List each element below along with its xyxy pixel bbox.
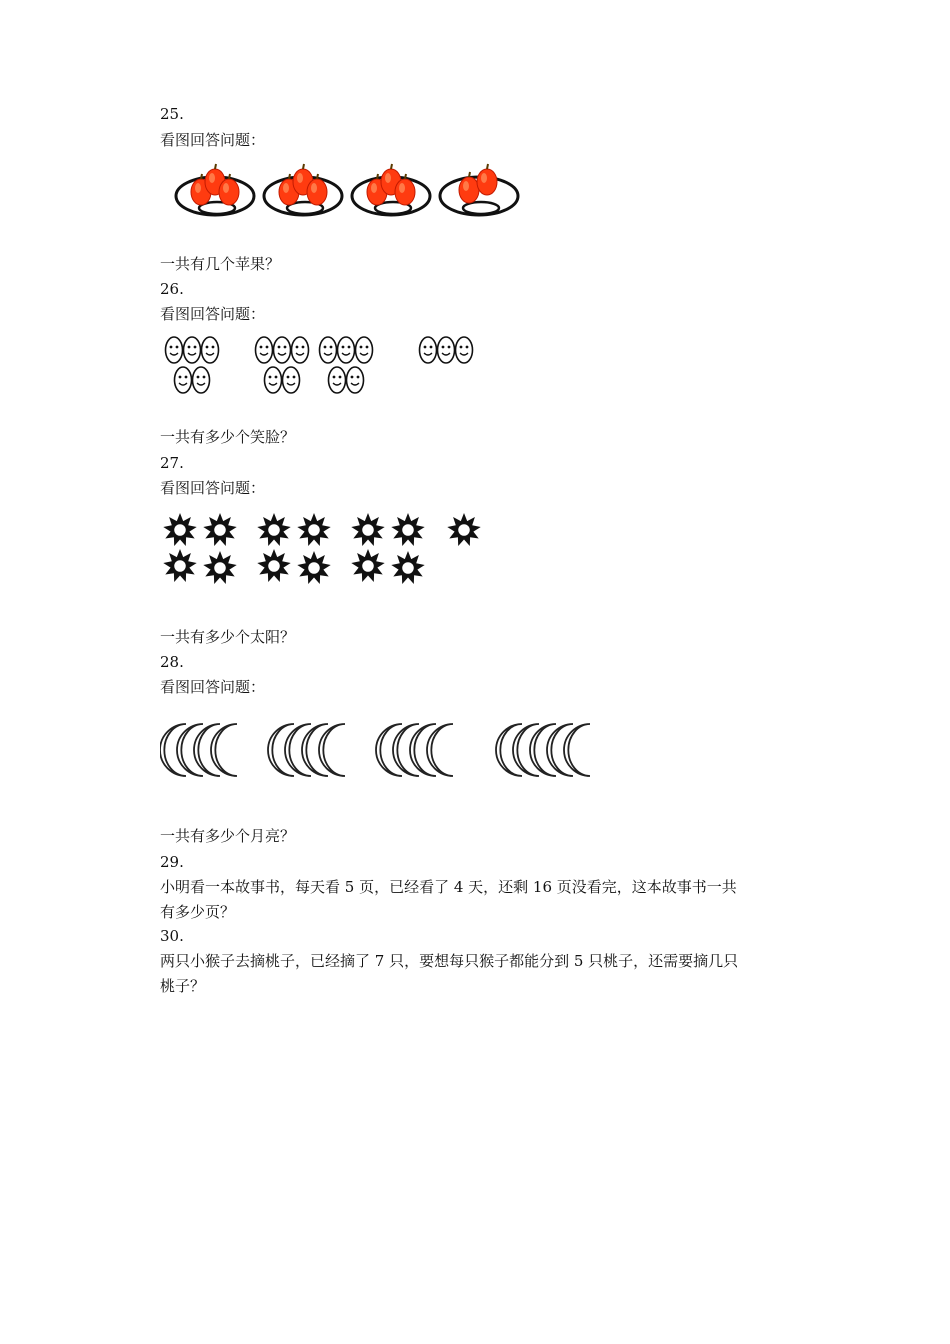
crescent-moon-icon xyxy=(319,724,345,776)
smiley-face-icon xyxy=(202,337,219,363)
smiley-face-icon xyxy=(184,337,201,363)
q29-number: 29. xyxy=(160,853,184,871)
sun-icon xyxy=(203,551,236,584)
smiley-face-icon xyxy=(175,367,192,393)
q25-number: 25. xyxy=(160,105,184,123)
sun-icon xyxy=(297,513,330,546)
sun-icon xyxy=(257,549,290,582)
smiley-group xyxy=(420,337,473,363)
q30-text-line2: 桃子？ xyxy=(160,977,206,995)
smiley-group xyxy=(166,337,219,393)
moon-group xyxy=(496,724,590,776)
sun-icon xyxy=(297,551,330,584)
smiley-face-icon xyxy=(320,337,337,363)
apple-icon xyxy=(477,164,497,195)
q29-text-line2: 有多少页？ xyxy=(160,903,236,921)
smiley-face-icon xyxy=(338,337,355,363)
smiley-face-icon xyxy=(256,337,273,363)
apple-plate xyxy=(440,164,518,215)
sun-icon xyxy=(391,551,424,584)
q26-prompt: 看图回答问题： xyxy=(160,305,266,323)
q28-figure-moons xyxy=(160,720,630,782)
moon-group xyxy=(268,724,345,776)
smiley-group xyxy=(256,337,309,393)
q30-number: 30. xyxy=(160,927,184,945)
smiley-face-icon xyxy=(274,337,291,363)
apple-plate xyxy=(176,164,254,215)
q26-question: 一共有多少个笑脸？ xyxy=(160,428,296,446)
q28-question: 一共有多少个月亮？ xyxy=(160,827,296,845)
q27-figure-suns xyxy=(160,508,500,598)
sun-icon xyxy=(163,513,196,546)
smiley-face-icon xyxy=(456,337,473,363)
moon-group xyxy=(160,724,237,776)
sun-icon xyxy=(163,549,196,582)
smiley-face-icon xyxy=(347,367,364,393)
q28-number: 28. xyxy=(160,653,184,671)
q25-figure-apples xyxy=(160,160,530,222)
q29-text-line1: 小明看一本故事书，每天看 5 页，已经看了 4 天，还剩 16 页没看完，这本故事书一共 xyxy=(160,878,737,896)
q25-question: 一共有几个苹果？ xyxy=(160,255,281,273)
smiley-face-icon xyxy=(283,367,300,393)
sun-group xyxy=(447,513,480,546)
q26-figure-smileys xyxy=(160,334,490,398)
sun-group xyxy=(351,513,424,584)
smiley-face-icon xyxy=(265,367,282,393)
sun-icon xyxy=(351,513,384,546)
smiley-face-icon xyxy=(356,337,373,363)
apple-plate xyxy=(352,164,430,215)
q30-text-line1: 两只小猴子去摘桃子，已经摘了 7 只，要想每只猴子都能分到 5 只桃子，还需要摘几只 xyxy=(160,952,739,970)
sun-icon xyxy=(391,513,424,546)
smiley-face-icon xyxy=(329,367,346,393)
moon-group xyxy=(376,724,453,776)
q27-question: 一共有多少个太阳？ xyxy=(160,628,296,646)
apple-plate xyxy=(264,164,342,215)
crescent-moon-icon xyxy=(427,724,453,776)
sun-group xyxy=(163,513,236,584)
sun-icon xyxy=(257,513,290,546)
sun-icon xyxy=(203,513,236,546)
q26-number: 26. xyxy=(160,280,184,298)
q28-prompt: 看图回答问题： xyxy=(160,678,266,696)
crescent-moon-icon xyxy=(564,724,590,776)
q27-number: 27. xyxy=(160,454,184,472)
sun-group xyxy=(257,513,330,584)
crescent-moon-icon xyxy=(211,724,237,776)
sun-icon xyxy=(447,513,480,546)
sun-icon xyxy=(351,549,384,582)
smiley-face-icon xyxy=(193,367,210,393)
smiley-face-icon xyxy=(292,337,309,363)
smiley-face-icon xyxy=(166,337,183,363)
smiley-face-icon xyxy=(438,337,455,363)
q27-prompt: 看图回答问题： xyxy=(160,479,266,497)
smiley-group xyxy=(320,337,373,393)
q25-prompt: 看图回答问题： xyxy=(160,131,266,149)
smiley-face-icon xyxy=(420,337,437,363)
